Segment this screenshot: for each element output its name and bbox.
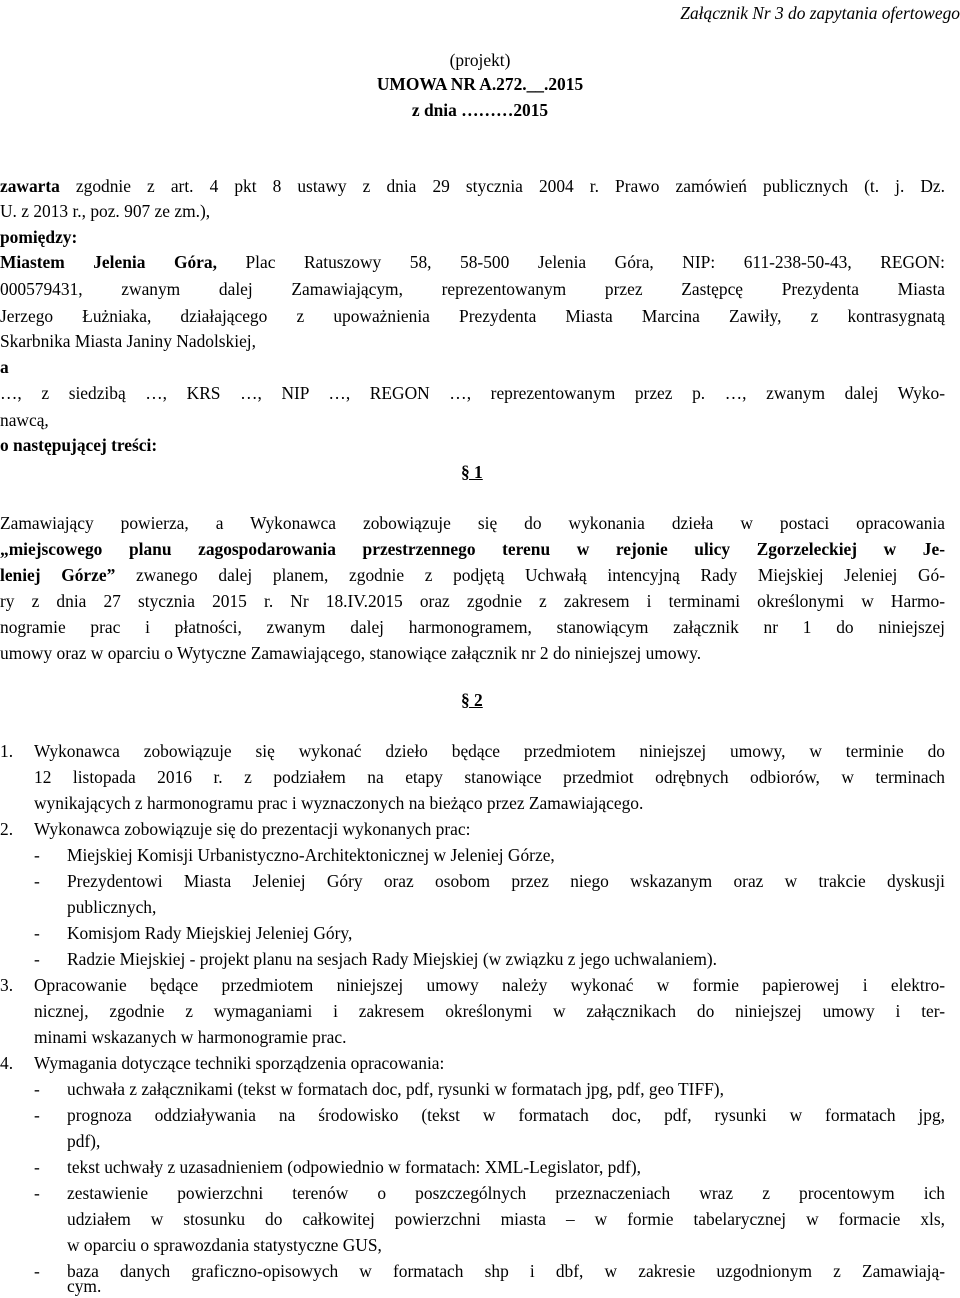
- s2-p2-number: 2.: [0, 819, 14, 839]
- s2-p1-number: 1.: [0, 741, 14, 761]
- legal-basis-text: zgodnie z art. 4 pkt 8 ustawy z dnia 29 stycznia 2004 r. Prawo zamówień publicznych (t. j. Dz.: [59, 176, 945, 196]
- list-dash: -: [34, 1079, 40, 1099]
- section-1-heading: § 1: [461, 462, 483, 482]
- party1-line-3: Jerzego Łużniaka, działającego z upoważnienia Prezydenta Miasta Marcina Zawiły, z kontrasygnatą: [0, 306, 945, 326]
- s2-p4-item-cont: udziałem w stosunku do całkowitej powierzchni miasta – w formie tabelarycznej w formacie xls,: [67, 1209, 945, 1229]
- annex-label: Załącznik Nr 3 do zapytania ofertowego: [680, 3, 960, 23]
- s1-line-4: ry z dnia 27 stycznia 2015 r. Nr 18.IV.2015 oraz zgodnie z zakresem i terminami określonymi w Harmo-: [0, 591, 945, 611]
- s2-p1-line-1: Wykonawca zobowiązuje się wykonać dzieło będące przedmiotem niniejszej umowy, w terminie do: [34, 741, 945, 761]
- s2-p4-item-cont: cym.: [67, 1276, 102, 1296]
- s1-line-6: umowy oraz w oparciu o Wytyczne Zamawiającego, stanowiące załącznik nr 2 do niniejszej umowy.: [0, 643, 702, 663]
- party2-line-1: …, z siedzibą …, KRS …, NIP …, REGON …, reprezentowanym przez p. …, zwanym dalej Wyko-: [0, 383, 945, 403]
- party1-address: Plac Ratuszowy 58, 58-500 Jelenia Góra, NIP: 611-238-50-43, REGON:: [216, 252, 945, 272]
- s1-line-3: [0, 565, 945, 585]
- list-dash: -: [34, 1183, 40, 1203]
- s1-line-5: nogramie prac i płatności, zwanym dalej harmonogramem, stanowiącym załącznik nr 1 do niniejszej: [0, 617, 945, 637]
- s2-p4-item: tekst uchwały z uzasadnieniem (odpowiednio w formatach: XML-Legislator, pdf),: [67, 1157, 641, 1177]
- s2-p2-line-1: Wykonawca zobowiązuje się do prezentacji wykonanych prac:: [34, 819, 471, 839]
- s2-p4-number: 4.: [0, 1053, 14, 1073]
- s2-p2-item: Miejskiej Komisji Urbanistyczno-Architektonicznej w Jeleniej Górze,: [67, 845, 555, 865]
- s2-p2-item-cont: publicznych,: [67, 897, 157, 917]
- list-dash: -: [34, 871, 40, 891]
- list-dash: -: [34, 923, 40, 943]
- s1-line-2: „miejscowego planu zagospodarowania przestrzennego terenu w rejonie ulicy Zgorzeleckiej w Je-: [0, 539, 945, 559]
- list-dash: -: [34, 1157, 40, 1177]
- s2-p3-line-3: minami wskazanych w harmonogramie prac.: [34, 1027, 347, 1047]
- s2-p3-line-1: Opracowanie będące przedmiotem niniejszej umowy należy wykonać w formie papierowej i elektro-: [34, 975, 945, 995]
- and-label: a: [0, 357, 9, 377]
- s1-line-1: Zamawiający powierza, a Wykonawca zobowiązuje się do wykonania dzieła w postaci opracowania: [0, 513, 945, 533]
- zawarta-word: zawarta: [0, 176, 60, 196]
- party2-line-2: nawcą,: [0, 410, 49, 430]
- content-label: o następującej treści:: [0, 435, 158, 455]
- s2-p4-item-cont: pdf),: [67, 1131, 101, 1151]
- list-dash: -: [34, 949, 40, 969]
- s2-p1-line-2: 12 listopada 2016 r. z podziałem na etapy stanowiące przedmiot odrębnych odbiorów, w terminach: [34, 767, 945, 787]
- s2-p3-line-2: nicznej, zgodnie z wymaganiami i zakresem określonymi w załącznikach do niniejszej umowy i ter-: [34, 1001, 945, 1021]
- s2-p3-number: 3.: [0, 975, 14, 995]
- section-2-heading: § 2: [461, 690, 483, 710]
- s2-p2-item: Radzie Miejskiej - projekt planu na sesjach Rady Miejskiej (w związku z jego uchwalaniem).: [67, 949, 718, 969]
- legal-basis-line-2: U. z 2013 r., poz. 907 ze zm.),: [0, 201, 211, 221]
- project-label: (projekt): [449, 50, 511, 70]
- s2-p4-item: zestawienie powierzchni terenów o poszczególnych przeznaczeniach wraz z procentowym ich: [67, 1183, 945, 1203]
- list-dash: -: [34, 1105, 40, 1125]
- plan-name-end: leniej Górze”: [0, 565, 116, 585]
- s2-p4-item: baza danych graficzno-opisowych w formatach shp i dbf, w zakresie uzgodnionym z Zamawiają-: [67, 1261, 945, 1281]
- s2-p2-item: Komisjom Rady Miejskiej Jeleniej Góry,: [67, 923, 353, 943]
- s2-p4-line-1: Wymagania dotyczące techniki sporządzenia opracowania:: [34, 1053, 445, 1073]
- s2-p4-item-cont: w oparciu o sprawozdania statystyczne GUS,: [67, 1235, 382, 1255]
- s1-line-3-text: zwanego dalej planem, zgodnie z podjętą Uchwałą intencyjną Rady Miejskiej Jeleniej Gó-: [115, 565, 945, 585]
- between-label: pomiędzy:: [0, 227, 78, 247]
- party1-line-2: 000579431, zwanym dalej Zamawiającym, reprezentowanym przez Zastępcę Prezydenta Miasta: [0, 279, 945, 299]
- party1-line-4: Skarbnika Miasta Janiny Nadolskiej,: [0, 331, 256, 351]
- legal-basis-line-1: [0, 176, 945, 196]
- list-dash: -: [34, 1261, 40, 1281]
- contract-date: z dnia ………2015: [411, 100, 549, 120]
- s2-p1-line-3: wynikających z harmonogramu prac i wyznaczonych na bieżąco przez Zamawiającego.: [34, 793, 644, 813]
- party1-name: Miastem Jelenia Góra,: [0, 252, 217, 272]
- list-dash: -: [34, 845, 40, 865]
- contract-title: UMOWA NR A.272.__.2015: [376, 74, 584, 94]
- party1-line-1: [0, 252, 945, 272]
- s2-p2-item: Prezydentowi Miasta Jeleniej Góry oraz osobom przez niego wskazanym oraz w trakcie dyskusji: [67, 871, 945, 891]
- s2-p4-item: prognoza oddziaływania na środowisko (tekst w formatach doc, pdf, rysunki w formatach jpg,: [67, 1105, 945, 1125]
- s2-p4-item: uchwała z załącznikami (tekst w formatach doc, pdf, rysunki w formatach jpg, pdf, geo TIFF),: [67, 1079, 724, 1099]
